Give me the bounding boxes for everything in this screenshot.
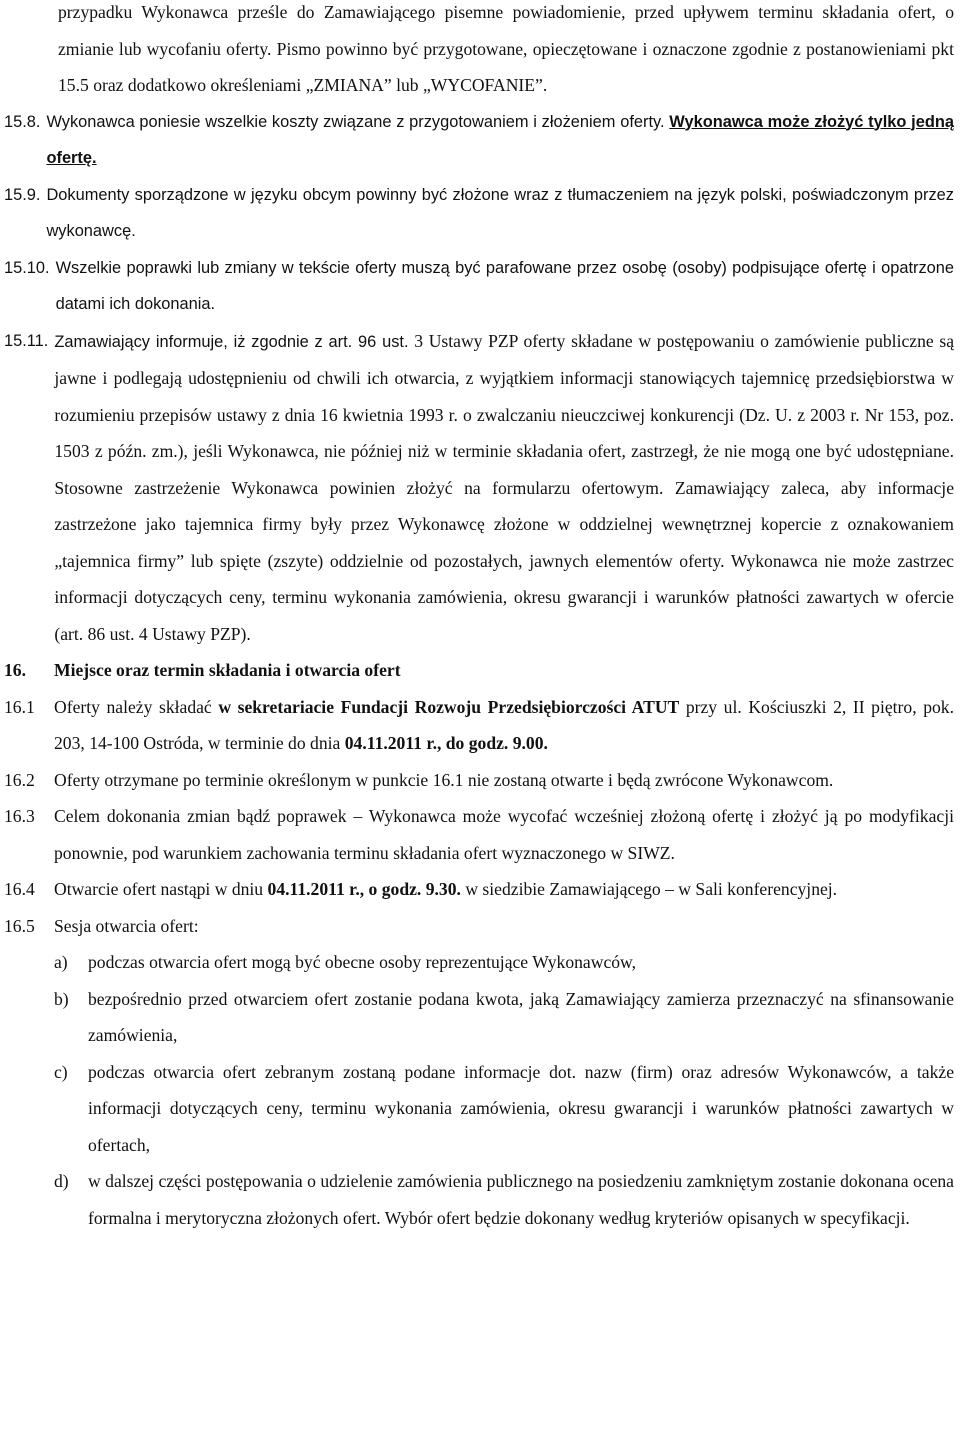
- list-item-text: podczas otwarcia ofert mogą być obecne osoby reprezentujące Wykonawców,: [88, 952, 637, 972]
- intro-paragraph: [4, 0, 954, 104]
- section-16-4-post: w siedzibie Zamawiającego – w Sali konferencyjnej.: [465, 879, 838, 899]
- section-16-4: [4, 871, 954, 908]
- section-number: 15.11.: [4, 331, 49, 350]
- section-text: Sesja otwarcia ofert:: [54, 915, 199, 936]
- list-marker: b): [54, 988, 69, 1009]
- section-number: 15.8.: [4, 112, 41, 131]
- section-text: [54, 871, 954, 908]
- section-text: Oferty otrzymane po terminie określonym w punkcie 16.1 nie zostaną otwarte i będą zwrócone Wykonawcom.: [54, 769, 834, 790]
- list-item-text: bezpośrednio przed otwarciem ofert zostanie podana kwota, jaką Zamawiający zamierza przeznaczyć na sfinansowanie zamówienia,: [88, 988, 954, 1045]
- submission-place: w sekretariacie Fundacji Rozwoju Przedsiębiorczości ATUT: [218, 696, 680, 717]
- section-16-1-mid: przy ul. Kościuszki 2, II piętro, pok. 203, 14-100 Ostróda, w terminie do dnia: [54, 696, 954, 753]
- intro-line-1: przypadku Wykonawca prześle do Zamawiającego pisemne powiadomienie, przed upływem terminu: [58, 2, 813, 22]
- section-16-heading: [4, 652, 954, 689]
- section-text: Wszelkie poprawki lub zmiany w tekście oferty muszą być parafowane przez osobę (osoby) podpisujące ofertę i opatrzone datami ich dokonania.: [55, 258, 954, 313]
- section-15-11-text-sans: Zamawiający informuje, iż zgodnie z art. 96 ust.: [54, 332, 409, 351]
- section-text: [46, 104, 954, 177]
- list-item: [54, 981, 954, 1054]
- list-item: [54, 1163, 954, 1236]
- list-marker: c): [54, 1061, 68, 1082]
- section-15-11-text-serif: 3 Ustawy PZP oferty składane w postępowaniu o zamówienie publiczne są jawne i podlegają udostępnieniu od chwili ich otwarcia, z wyjątkiem informacji stanowiących tajemnicę przedsiębiorstwa w rozumieniu przepisów ustawy z dnia 16 kwietnia 1993 r. o zwalczaniu nieuczciwej konkurencji (Dz. U. z 2003 r. Nr 153, poz. 1503 z późn. zm.), jeśli Wykonawca, nie później niż w terminie składania ofert, zastrzegł, że nie mogą one być udostępniane. Stosowne zastrzeżenie Wykonawca powinien złożyć na formularzu ofertowym. Zamawiający zaleca, aby informacje zastrzeżone jako tajemnica firmy były przez Wykonawcę złożone w oddzielnej wewnętrznej kopercie z oznakowaniem „tajemnica firmy” lub spięte (zszyte) oddzielnie od pozostałych, jawnych elementów oferty. Wykonawca nie może zastrzec informacji dotyczących ceny, terminu wykonania zamówienia, okresu gwarancji i warunków płatności zawartych w ofercie (art. 86 ust. 4 Ustawy PZP).: [54, 330, 955, 644]
- section-number: 16.: [4, 660, 26, 680]
- single-offer-notice: Wykonawca może złożyć tylko jedną ofertę.: [46, 112, 954, 167]
- section-number: 15.9.: [4, 185, 41, 204]
- section-16-2: [4, 762, 954, 799]
- section-text: [54, 689, 954, 762]
- section-number: 16.2: [4, 769, 35, 790]
- section-text: Dokumenty sporządzone w języku obcym powinny być złożone wraz z tłumaczeniem na język polski, poświadczonym przez wykonawcę.: [46, 185, 954, 240]
- section-16-3: [4, 798, 954, 871]
- section-15-8-text: Wykonawca poniesie wszelkie koszty związane z przygotowaniem i złożeniem oferty.: [46, 112, 665, 131]
- section-number: 16.4: [4, 879, 35, 899]
- opening-session-list: [4, 944, 954, 1236]
- list-item-text: podczas otwarcia ofert zebranym zostaną podane informacje dot. nazw (firm) oraz adresów Wykonawców, a także informacji dotyczących ceny, terminu wykonania zamówienia, okresu gwarancji i warunków płatności zawartych w ofertach,: [88, 1061, 954, 1155]
- list-marker: a): [54, 952, 68, 972]
- section-number: 16.3: [4, 806, 35, 826]
- list-item-text: w dalszej części postępowania o udzielenie zamówienia publicznego na posiedzeniu zamkniętym zostanie dokonana ocena formalna i merytoryczna złożonych ofert. Wybór ofert będzie dokonany według kryteriów opisanych w specyfikacji.: [88, 1171, 954, 1228]
- section-15-11: [4, 323, 954, 653]
- section-16-1-pre: Oferty należy składać: [54, 696, 212, 717]
- section-title: Miejsce oraz termin składania i otwarcia ofert: [54, 660, 401, 680]
- opening-datetime: 04.11.2011 r., o godz. 9.30.: [267, 879, 461, 899]
- list-item: [54, 944, 954, 981]
- list-marker: d): [54, 1171, 69, 1191]
- section-number: 16.5: [4, 915, 35, 936]
- section-16-5: [4, 908, 954, 945]
- section-number: 15.10.: [4, 258, 50, 277]
- section-15-9: [4, 177, 954, 250]
- section-text: [54, 323, 954, 653]
- section-15-10: [4, 250, 954, 323]
- section-15-8: [4, 104, 954, 177]
- section-16-4-pre: Otwarcie ofert nastąpi w dniu: [54, 879, 264, 899]
- submission-deadline: 04.11.2011 r., do godz. 9.00.: [344, 733, 548, 753]
- section-text: Celem dokonania zmian bądź poprawek – Wykonawca może wycofać wcześniej złożoną ofertę i złożyć ją po modyfikacji ponownie, pod warunkiem zachowania terminu składania ofert wyznaczonego w SIWZ.: [54, 806, 954, 863]
- section-16-1: [4, 689, 954, 762]
- section-number: 16.1: [4, 696, 35, 717]
- list-item: [54, 1054, 954, 1164]
- intro-line-2: składania ofert, o zmianie lub wycofaniu oferty. Pismo powinno być przygotowane, opieczętowane i oznaczone zgodnie z postanowieniami pkt 15.5 oraz dodatkowo określeniami „ZMIANA” lub „WYCOFANIE”.: [58, 2, 954, 95]
